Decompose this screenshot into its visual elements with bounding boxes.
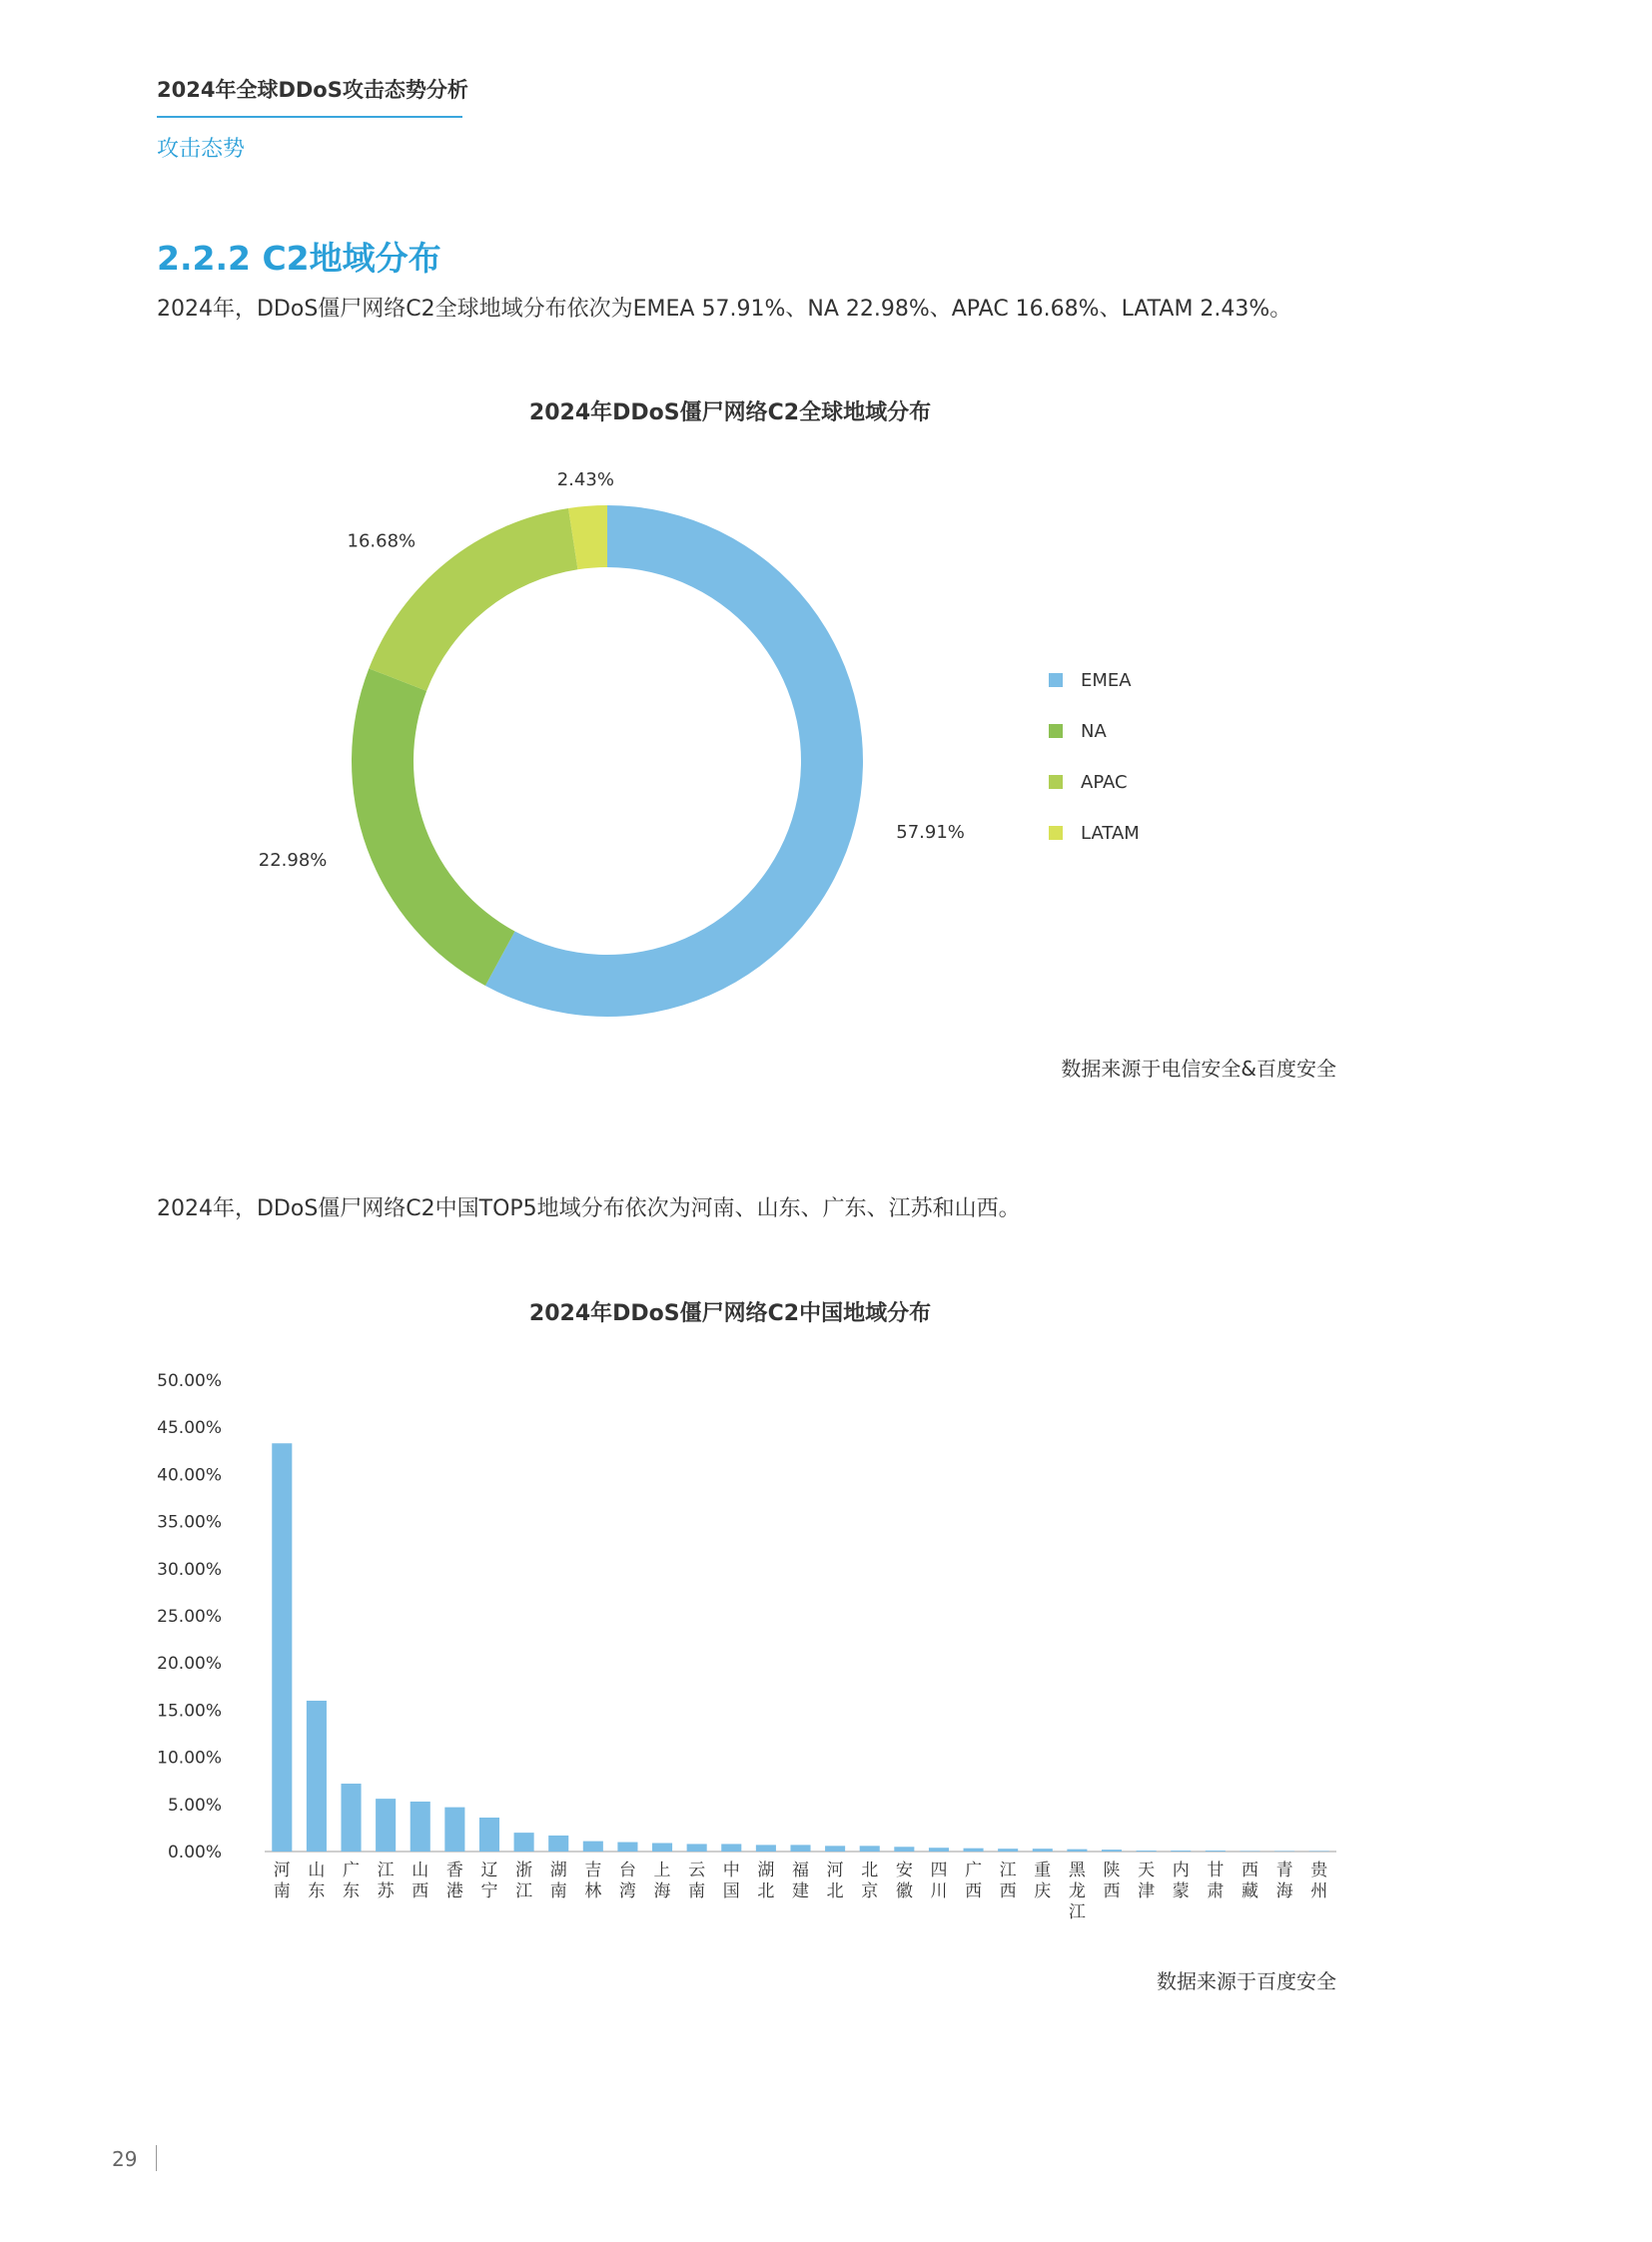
bar-chart-title: 2024年DDoS僵尸网络C2中国地域分布 [528, 1301, 932, 1326]
x-category-label: 吉林 [584, 1861, 602, 1901]
bar [514, 1833, 534, 1852]
bar [929, 1848, 949, 1852]
legend-label-apac: APAC [1081, 772, 1128, 793]
bar [1033, 1849, 1053, 1852]
donut-value-label: 57.91% [896, 821, 965, 843]
x-category-label: 广西 [965, 1861, 983, 1901]
section-heading: 2.2.2 C2地域分布 [157, 239, 441, 278]
legend-swatch-na [1049, 724, 1063, 738]
bar [307, 1701, 327, 1852]
section-label: 攻击态势 [157, 137, 246, 162]
x-category-label: 重庆 [1034, 1861, 1052, 1901]
x-category-label: 福建 [792, 1861, 809, 1901]
bar [756, 1845, 776, 1852]
bar [583, 1842, 603, 1852]
donut-value-label: 16.68% [347, 530, 416, 552]
y-tick-label: 45.00% [157, 1418, 222, 1439]
document-title: 2024年全球DDoS攻击态势分析 [157, 78, 468, 102]
x-category-label: 北京 [861, 1861, 879, 1901]
bar [411, 1802, 430, 1852]
x-category-label: 浙江 [515, 1861, 533, 1901]
y-tick-label: 20.00% [157, 1654, 222, 1675]
x-category-label: 四川 [930, 1861, 948, 1901]
bar [894, 1847, 914, 1852]
bar [548, 1836, 568, 1852]
bar [1067, 1850, 1087, 1852]
x-category-label: 天津 [1138, 1861, 1156, 1901]
y-tick-label: 10.00% [157, 1748, 222, 1769]
bar [825, 1846, 845, 1852]
x-category-label: 陕西 [1103, 1861, 1121, 1901]
bar [1102, 1850, 1122, 1852]
bar [444, 1808, 464, 1852]
x-category-label: 辽宁 [480, 1861, 498, 1901]
page-number: 29 [112, 2147, 138, 2171]
y-tick-label: 35.00% [157, 1512, 222, 1533]
bar [652, 1844, 672, 1852]
x-category-label: 西藏 [1240, 1861, 1258, 1901]
paragraph-global: 2024年，DDoS僵尸网络C2全球地域分布依次为EMEA 57.91%、NA 22.98%、APAC 16.68%、LATAM 2.43%。 [157, 297, 1292, 322]
x-category-label: 上海 [653, 1861, 671, 1901]
page-divider [156, 2145, 157, 2171]
bar [860, 1846, 880, 1852]
x-category-label: 山西 [412, 1861, 429, 1901]
bar [964, 1849, 984, 1852]
x-category-label: 湖北 [757, 1861, 775, 1901]
x-category-label: 江苏 [377, 1861, 395, 1901]
donut-value-label: 22.98% [258, 849, 328, 871]
bar [1206, 1851, 1226, 1852]
paragraph-china: 2024年，DDoS僵尸网络C2中国TOP5地域分布依次为河南、山东、广东、江苏和山西。 [157, 1196, 1021, 1221]
donut-slice-na [352, 668, 515, 986]
x-category-label: 江西 [999, 1861, 1017, 1901]
bar [721, 1844, 741, 1852]
y-tick-label: 40.00% [157, 1465, 222, 1486]
bar-chart [0, 1358, 1652, 1957]
y-tick-label: 50.00% [157, 1371, 222, 1391]
x-category-label: 台湾 [618, 1861, 636, 1901]
x-category-label: 河北 [826, 1861, 844, 1901]
y-tick-label: 0.00% [167, 1843, 222, 1863]
legend-swatch-apac [1049, 775, 1063, 789]
x-category-label: 中国 [722, 1861, 740, 1901]
bar [617, 1843, 637, 1852]
y-tick-label: 30.00% [157, 1559, 222, 1580]
bar [341, 1784, 361, 1852]
x-category-label: 山东 [308, 1861, 326, 1901]
donut-value-label: 2.43% [556, 468, 614, 490]
legend-label-emea: EMEA [1081, 670, 1132, 691]
x-category-label: 河南 [273, 1861, 291, 1901]
x-category-label: 贵州 [1310, 1861, 1328, 1901]
x-category-label: 黑龙江 [1068, 1861, 1086, 1922]
x-category-label: 甘肃 [1207, 1861, 1225, 1901]
legend-swatch-emea [1049, 673, 1063, 687]
donut-source-note: 数据来源于电信安全&百度安全 [1061, 1057, 1336, 1081]
bar-source-note: 数据来源于百度安全 [1157, 1969, 1336, 1993]
y-tick-label: 25.00% [157, 1607, 222, 1627]
x-category-label: 广东 [343, 1861, 361, 1901]
legend-swatch-latam [1049, 826, 1063, 840]
donut-chart [0, 449, 1652, 1069]
bar [479, 1818, 499, 1852]
x-category-label: 湖南 [549, 1861, 567, 1901]
bar [687, 1844, 707, 1852]
bar [272, 1443, 292, 1852]
bar [376, 1799, 396, 1852]
x-category-label: 云南 [688, 1861, 706, 1901]
header-underline [157, 116, 462, 118]
donut-slice-emea [485, 505, 863, 1017]
legend-label-na: NA [1081, 721, 1107, 742]
x-category-label: 内蒙 [1172, 1861, 1190, 1901]
legend-label-latam: LATAM [1081, 823, 1140, 844]
y-tick-label: 15.00% [157, 1701, 222, 1722]
x-category-label: 青海 [1275, 1861, 1293, 1901]
donut-chart-title: 2024年DDoS僵尸网络C2全球地域分布 [528, 400, 932, 425]
x-category-label: 安徽 [895, 1861, 913, 1901]
bar [998, 1849, 1018, 1852]
bar [1137, 1851, 1157, 1852]
bar [1171, 1851, 1191, 1852]
y-tick-label: 5.00% [167, 1795, 222, 1816]
x-category-label: 香港 [445, 1861, 463, 1901]
bar [790, 1845, 810, 1852]
